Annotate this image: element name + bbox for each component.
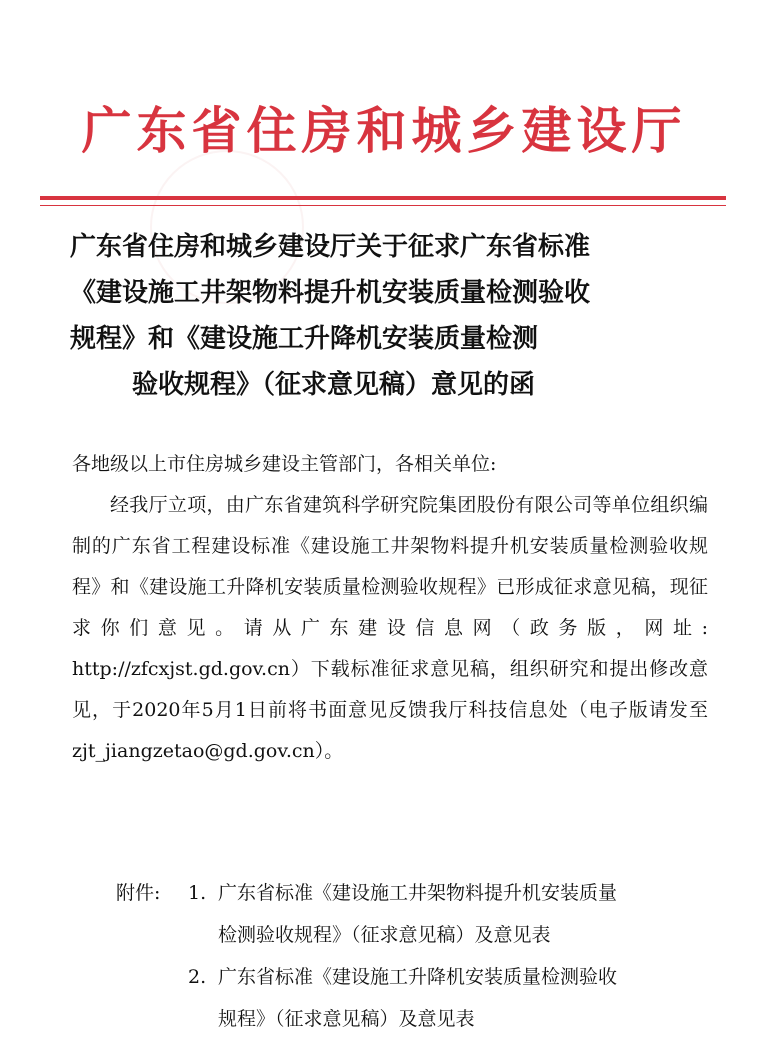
attachment-text — [218, 872, 716, 914]
attachment-item — [116, 956, 716, 998]
attachment-line: 规程》（征求意见稿）及意见表 — [218, 1008, 475, 1030]
attachment-item-continuation — [116, 914, 716, 956]
attachments-label: 附件: — [116, 882, 161, 904]
document-title — [70, 224, 710, 408]
letter-body — [72, 444, 708, 772]
attachment-number: 1. — [188, 882, 207, 904]
title-line: 广东省住房和城乡建设厅关于征求广东省标准 — [70, 232, 591, 262]
body-paragraph: 经我厅立项，由广东省建筑科学研究院集团股份有限公司等单位组织编制的广东省工程建设标准《建设施工井架物料提升机安装质量检测验收规程》和《建设施工升降机安装质量检测验收规程》已形成征求意见稿，现征求你们意见。请从广东建设信息网（政务版，网址: http://zfcxjst.gd.gov.cn）下载标准征求意见稿，组织研究和提出修改意见，于2020年5月1日前将书面意见反馈我厅科技信息处（电子版请发至zjt_jiangzetao@gd.gov.cn）。 — [72, 494, 708, 762]
attachment-line: 检测验收规程》（征求意见稿）及意见表 — [218, 924, 551, 946]
title-line: 验收规程》（征求意见稿）意见的函 — [132, 370, 536, 400]
salutation: 各地级以上市住房城乡建设主管部门，各相关单位: — [72, 453, 497, 475]
attachment-item — [116, 872, 716, 914]
attachment-spacer — [188, 998, 218, 1040]
attachment-item-continuation — [116, 998, 716, 1040]
attachments-list — [116, 872, 716, 1040]
attachment-line: 广东省标准《建设施工升降机安装质量检测验收 — [218, 966, 618, 988]
title-line: 《建设施工井架物料提升机安装质量检测验收 — [70, 278, 591, 308]
attachment-line: 广东省标准《建设施工井架物料提升机安装质量 — [218, 882, 618, 904]
letterhead-rule-thick — [40, 196, 726, 200]
attachment-number: 2. — [188, 966, 207, 988]
title-line: 规程》和《建设施工升降机安装质量检测 — [70, 324, 539, 354]
agency-letterhead: 广东省住房和城乡建设厅 — [81, 101, 687, 160]
attachment-spacer — [188, 914, 218, 956]
letterhead-rule-thin — [40, 205, 726, 206]
